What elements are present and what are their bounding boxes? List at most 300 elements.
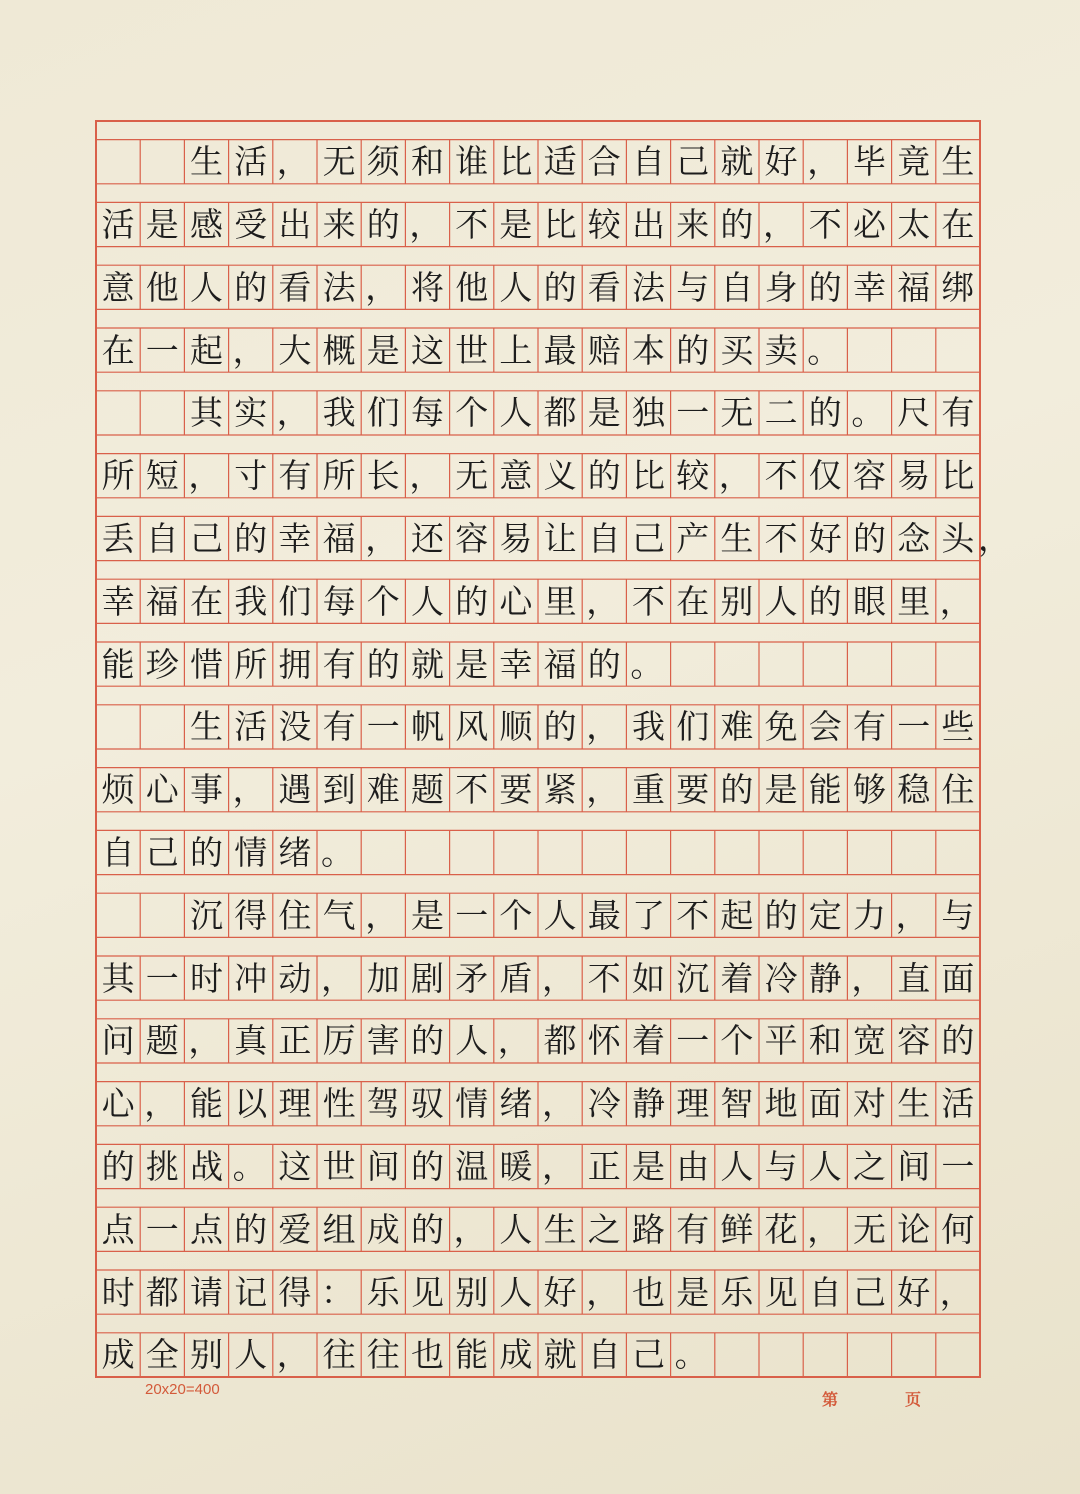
handwritten-char: 的 xyxy=(234,1209,268,1249)
handwritten-char: 己 xyxy=(189,518,223,558)
handwritten-char: 如 xyxy=(631,958,665,998)
handwritten-char: 出 xyxy=(631,204,665,244)
handwritten-char: 点 xyxy=(189,1209,223,1249)
handwritten-char: 二 xyxy=(764,393,798,433)
handwritten-char: 幸 xyxy=(278,518,312,558)
punctuation-char: ， xyxy=(188,1021,222,1061)
handwritten-char: 生 xyxy=(543,1209,577,1249)
handwritten-char: 好 xyxy=(543,1272,577,1312)
handwritten-char: 生 xyxy=(720,518,754,558)
handwritten-char: 受 xyxy=(234,204,268,244)
handwritten-char: 的 xyxy=(852,518,886,558)
handwritten-char: 就 xyxy=(543,1335,577,1375)
handwritten-char: 的 xyxy=(676,330,710,370)
handwritten-char: 意 xyxy=(101,267,135,307)
handwritten-char: 出 xyxy=(278,204,312,244)
punctuation-char: ， xyxy=(763,204,796,244)
handwritten-char: 来 xyxy=(676,204,710,244)
handwritten-char: 性 xyxy=(322,1084,356,1124)
handwritten-char: 的 xyxy=(189,832,223,872)
handwritten-char: 不 xyxy=(631,581,665,621)
handwritten-char: 在 xyxy=(676,581,710,621)
handwritten-char: 动 xyxy=(278,958,312,998)
handwritten-char: 一 xyxy=(455,895,489,935)
handwritten-char: 来 xyxy=(322,204,356,244)
handwritten-char: 他 xyxy=(455,267,489,307)
handwritten-char: 人 xyxy=(234,1335,268,1375)
handwritten-char: 都 xyxy=(543,393,577,433)
handwritten-char: 本 xyxy=(631,330,665,370)
handwritten-char: 拥 xyxy=(278,644,312,684)
handwritten-char: 上 xyxy=(499,330,533,370)
handwritten-char: 的 xyxy=(587,456,621,496)
handwritten-char: 一 xyxy=(145,958,179,998)
handwritten-char: 幸 xyxy=(852,267,886,307)
handwritten-char: 的 xyxy=(941,1021,975,1061)
handwritten-char: 就 xyxy=(720,142,754,182)
handwritten-char: 遇 xyxy=(278,770,312,810)
handwritten-char: 的 xyxy=(234,518,268,558)
handwritten-char: 买 xyxy=(720,330,754,370)
handwritten-char: 义 xyxy=(543,456,577,496)
punctuation-char: ， xyxy=(586,581,620,621)
handwritten-char: 起 xyxy=(720,895,754,935)
handwritten-char: 感 xyxy=(189,204,223,244)
handwritten-char: 对 xyxy=(852,1084,886,1124)
handwritten-char: 要 xyxy=(499,770,533,810)
handwritten-char: 让 xyxy=(543,518,577,558)
handwritten-char: 己 xyxy=(852,1272,886,1312)
punctuation-char: ， xyxy=(409,456,443,496)
handwritten-char: 理 xyxy=(278,1084,312,1124)
handwritten-char: 时 xyxy=(189,958,223,998)
handwritten-char: 全 xyxy=(145,1335,179,1375)
handwritten-char: 这 xyxy=(278,1146,312,1186)
handwritten-char: 都 xyxy=(145,1272,179,1312)
handwritten-char: 点 xyxy=(101,1209,135,1249)
handwritten-char: 最 xyxy=(543,330,577,370)
handwritten-char: 生 xyxy=(189,142,223,182)
handwritten-char: 绪 xyxy=(499,1084,533,1124)
handwritten-char: 理 xyxy=(676,1084,710,1124)
punctuation-char: ， xyxy=(939,1272,973,1312)
punctuation-char: ， xyxy=(542,1146,575,1186)
handwritten-char: 面 xyxy=(941,958,975,998)
handwritten-char: 无 xyxy=(455,456,489,496)
handwritten-char: 眼 xyxy=(852,581,886,621)
handwritten-char: 个 xyxy=(455,393,489,433)
page-label-suffix: 页 xyxy=(905,1390,922,1409)
handwritten-char: 产 xyxy=(676,518,710,558)
handwritten-char: 宽 xyxy=(852,1021,886,1061)
handwritten-char: 些 xyxy=(941,707,975,747)
punctuation-char: ， xyxy=(807,142,841,182)
handwritten-char: 是 xyxy=(631,1146,665,1186)
handwritten-char: 自 xyxy=(720,267,754,307)
handwritten-char: 看 xyxy=(278,267,312,307)
handwritten-char: 能 xyxy=(455,1335,489,1375)
handwritten-char: 爱 xyxy=(278,1209,312,1249)
handwritten-char: 的 xyxy=(720,770,754,810)
handwritten-char: 驭 xyxy=(410,1084,444,1124)
handwritten-char: 有 xyxy=(278,456,312,496)
handwritten-char: 和 xyxy=(410,142,444,182)
handwritten-char: 一 xyxy=(145,330,179,370)
handwritten-char: 无 xyxy=(852,1209,886,1249)
handwritten-char: 往 xyxy=(366,1335,400,1375)
punctuation-char: ， xyxy=(542,958,575,998)
handwritten-char: 的 xyxy=(455,581,489,621)
punctuation-char: 。 xyxy=(630,644,664,684)
page-label-prefix: 第 xyxy=(822,1390,839,1409)
handwritten-char: 没 xyxy=(278,707,312,747)
handwritten-char: 由 xyxy=(676,1146,710,1186)
punctuation-char: ， xyxy=(586,770,620,810)
grid-spec-label: 20x20=400 xyxy=(145,1381,220,1398)
handwritten-char: 幸 xyxy=(101,581,135,621)
handwritten-char: 与 xyxy=(941,895,975,935)
handwritten-char: 鲜 xyxy=(720,1209,754,1249)
handwritten-char: 福 xyxy=(543,644,577,684)
handwritten-char: 是 xyxy=(676,1272,710,1312)
handwritten-char: 就 xyxy=(410,644,444,684)
handwritten-char: 的 xyxy=(808,267,842,307)
handwritten-char: 其 xyxy=(189,393,223,433)
handwritten-char: 力 xyxy=(852,895,886,935)
handwritten-char: 己 xyxy=(631,518,665,558)
handwritten-char: 挑 xyxy=(145,1146,179,1186)
handwritten-char: 自 xyxy=(145,518,179,558)
handwritten-char: 的 xyxy=(543,707,577,747)
handwritten-char: 须 xyxy=(366,142,400,182)
handwritten-char: 的 xyxy=(808,393,842,433)
punctuation-char: 。 xyxy=(674,1335,708,1375)
handwritten-char: 法 xyxy=(322,267,356,307)
handwritten-char: 是 xyxy=(764,770,798,810)
handwritten-char: 比 xyxy=(543,204,577,244)
handwritten-char: 温 xyxy=(455,1146,489,1186)
punctuation-char: 。 xyxy=(321,832,354,872)
handwritten-char: 里 xyxy=(543,581,577,621)
handwritten-char: 丢 xyxy=(101,518,135,558)
punctuation-char: ， xyxy=(586,707,620,747)
punctuation-char: ： xyxy=(321,1272,354,1312)
handwritten-char: 容 xyxy=(852,456,886,496)
handwritten-char: 沉 xyxy=(189,895,223,935)
handwritten-char: 珍 xyxy=(145,644,179,684)
punctuation-char: ， xyxy=(232,770,266,810)
handwritten-char: 在 xyxy=(101,330,135,370)
handwritten-char: 何 xyxy=(941,1209,975,1249)
handwritten-char: 最 xyxy=(587,895,621,935)
handwritten-char: 卖 xyxy=(764,330,798,370)
handwritten-char: 惜 xyxy=(189,644,223,684)
handwritten-char: 们 xyxy=(366,393,400,433)
handwritten-char: 比 xyxy=(499,142,533,182)
punctuation-char: ， xyxy=(586,1272,620,1312)
handwritten-char: 别 xyxy=(455,1272,489,1312)
handwritten-char: 心 xyxy=(101,1084,135,1124)
handwritten-char: 法 xyxy=(631,267,665,307)
handwritten-char: 论 xyxy=(897,1209,931,1249)
handwritten-char: 世 xyxy=(322,1146,356,1186)
handwritten-char: 了 xyxy=(631,895,665,935)
punctuation-char: ， xyxy=(365,895,399,935)
handwritten-char: 不 xyxy=(455,770,489,810)
handwritten-char: 的 xyxy=(410,1021,444,1061)
handwritten-char: 活 xyxy=(941,1084,975,1124)
punctuation-char: ， xyxy=(497,1021,531,1061)
handwritten-char: 毕 xyxy=(852,142,886,182)
handwritten-char: 将 xyxy=(410,267,444,307)
handwritten-char: 是 xyxy=(587,393,621,433)
handwritten-char: 较 xyxy=(587,204,621,244)
handwritten-char: 害 xyxy=(366,1021,400,1061)
handwritten-char: 题 xyxy=(410,770,444,810)
handwritten-char: 真 xyxy=(234,1021,268,1061)
handwritten-char: 大 xyxy=(278,330,312,370)
handwritten-char: 风 xyxy=(455,707,489,747)
handwritten-char: 会 xyxy=(808,707,842,747)
handwritten-char: 矛 xyxy=(455,958,489,998)
handwritten-char: 事 xyxy=(189,770,223,810)
handwritten-char: 乐 xyxy=(366,1272,400,1312)
handwritten-char: 尺 xyxy=(897,393,931,433)
handwritten-char: 是 xyxy=(145,204,179,244)
handwritten-char: 是 xyxy=(366,330,400,370)
punctuation-char: ， xyxy=(718,456,752,496)
handwritten-char: 一 xyxy=(676,393,710,433)
handwritten-char: 重 xyxy=(631,770,665,810)
handwritten-char: 个 xyxy=(366,581,400,621)
handwritten-char: 人 xyxy=(410,581,444,621)
handwritten-char: 冲 xyxy=(234,958,268,998)
punctuation-char: ， xyxy=(807,1209,841,1249)
handwritten-char: 自 xyxy=(631,142,665,182)
handwritten-char: 路 xyxy=(631,1209,665,1249)
handwritten-char: 间 xyxy=(897,1146,931,1186)
handwritten-char: 无 xyxy=(322,142,356,182)
punctuation-char: 。 xyxy=(851,393,885,433)
punctuation-char: ， xyxy=(276,393,310,433)
handwritten-char: 这 xyxy=(410,330,444,370)
handwritten-char: 念 xyxy=(897,518,931,558)
handwritten-char: 时 xyxy=(101,1272,135,1312)
handwritten-char: 心 xyxy=(499,581,533,621)
handwritten-char: 能 xyxy=(189,1084,223,1124)
punctuation-char: ， xyxy=(276,1335,310,1375)
handwritten-char: 绪 xyxy=(278,832,312,872)
handwritten-char: 自 xyxy=(101,832,135,872)
handwritten-char: 正 xyxy=(587,1146,621,1186)
handwritten-char: 一 xyxy=(941,1146,975,1186)
punctuation-char: 。 xyxy=(807,330,841,370)
handwritten-char: 生 xyxy=(189,707,223,747)
handwritten-char: 我 xyxy=(322,393,356,433)
handwritten-char: 容 xyxy=(455,518,489,558)
handwritten-char: 的 xyxy=(410,1146,444,1186)
handwritten-char: 见 xyxy=(764,1272,798,1312)
handwritten-char: 实 xyxy=(234,393,268,433)
handwritten-char: 之 xyxy=(587,1209,621,1249)
handwritten-char: 是 xyxy=(455,644,489,684)
punctuation-char: ， xyxy=(542,1084,575,1124)
handwritten-char: 面 xyxy=(808,1084,842,1124)
handwritten-char: 着 xyxy=(631,1021,665,1061)
handwritten-char: 正 xyxy=(278,1021,312,1061)
handwritten-char: 幸 xyxy=(499,644,533,684)
handwritten-char: 地 xyxy=(764,1084,798,1124)
handwritten-char: 也 xyxy=(631,1272,665,1312)
handwritten-char: 请 xyxy=(189,1272,223,1312)
handwritten-char: 间 xyxy=(366,1146,400,1186)
handwritten-char: 起 xyxy=(189,330,223,370)
handwritten-char: 好 xyxy=(764,142,798,182)
handwritten-char: 比 xyxy=(631,456,665,496)
handwritten-char: 己 xyxy=(676,142,710,182)
handwritten-char: 独 xyxy=(631,393,665,433)
handwritten-char: 们 xyxy=(278,581,312,621)
handwritten-char: 问 xyxy=(101,1021,135,1061)
handwritten-char: 有 xyxy=(852,707,886,747)
handwritten-char: 福 xyxy=(897,267,931,307)
handwritten-char: 的 xyxy=(366,204,400,244)
handwritten-char: 有 xyxy=(676,1209,710,1249)
handwritten-char: 生 xyxy=(897,1084,931,1124)
handwritten-char: 福 xyxy=(145,581,179,621)
handwritten-char: 冷 xyxy=(587,1084,621,1124)
handwritten-char: 的 xyxy=(720,204,754,244)
handwritten-char: 在 xyxy=(189,581,223,621)
handwritten-char: 人 xyxy=(499,1272,533,1312)
handwritten-char: 静 xyxy=(631,1084,665,1124)
handwritten-char: 自 xyxy=(587,518,621,558)
handwritten-char: 易 xyxy=(499,518,533,558)
handwritten-char: 定 xyxy=(808,895,842,935)
handwritten-char: 住 xyxy=(278,895,312,935)
handwritten-char: 住 xyxy=(941,770,975,810)
handwritten-char: 和 xyxy=(808,1021,842,1061)
handwritten-char: 成 xyxy=(499,1335,533,1375)
handwritten-char: 还 xyxy=(410,518,444,558)
handwritten-char: 所 xyxy=(101,456,135,496)
handwritten-char: 人 xyxy=(499,393,533,433)
handwritten-char: 剧 xyxy=(410,958,444,998)
handwritten-char: 帆 xyxy=(410,707,444,747)
handwritten-char: 花 xyxy=(764,1209,798,1249)
handwritten-char: 是 xyxy=(410,895,444,935)
handwritten-char: 其 xyxy=(101,958,135,998)
handwritten-char: 赔 xyxy=(587,330,621,370)
punctuation-char: ， xyxy=(232,330,266,370)
handwritten-char: 不 xyxy=(764,456,798,496)
handwritten-char: 谁 xyxy=(455,142,489,182)
handwritten-char: 别 xyxy=(720,581,754,621)
handwritten-char: 们 xyxy=(676,707,710,747)
handwritten-char: 福 xyxy=(322,518,356,558)
handwritten-char: 竟 xyxy=(897,142,931,182)
handwritten-char: 容 xyxy=(897,1021,931,1061)
handwritten-char: 合 xyxy=(587,142,621,182)
handwritten-char: 盾 xyxy=(499,958,533,998)
handwritten-char: 不 xyxy=(764,518,798,558)
handwritten-char: 情 xyxy=(455,1084,489,1124)
handwritten-char: 人 xyxy=(808,1146,842,1186)
handwritten-char: 加 xyxy=(366,958,400,998)
handwritten-char: 不 xyxy=(587,958,621,998)
handwritten-char: 也 xyxy=(410,1335,444,1375)
handwritten-char: 要 xyxy=(676,770,710,810)
handwritten-char: 紧 xyxy=(543,770,577,810)
handwritten-char: 人 xyxy=(720,1146,754,1186)
handwritten-char: 的 xyxy=(410,1209,444,1249)
punctuation-char: ， xyxy=(939,581,973,621)
handwritten-char: 成 xyxy=(101,1335,135,1375)
handwritten-char: 身 xyxy=(764,267,798,307)
handwritten-char: 驾 xyxy=(366,1084,400,1124)
handwritten-char: 人 xyxy=(455,1021,489,1061)
punctuation-char: ， xyxy=(978,518,1011,558)
handwritten-char: 己 xyxy=(145,832,179,872)
handwritten-char: 寸 xyxy=(234,456,268,496)
handwritten-char: 的 xyxy=(234,267,268,307)
handwritten-char: 自 xyxy=(587,1335,621,1375)
handwritten-char: 在 xyxy=(941,204,975,244)
handwritten-char: 以 xyxy=(234,1084,268,1124)
handwritten-char: 好 xyxy=(808,518,842,558)
handwritten-char: 所 xyxy=(322,456,356,496)
handwritten-char: 他 xyxy=(145,267,179,307)
handwritten-char: 头 xyxy=(941,518,975,558)
handwritten-char: 冷 xyxy=(764,958,798,998)
handwritten-char: 个 xyxy=(499,895,533,935)
handwritten-char: 意 xyxy=(499,456,533,496)
punctuation-char: 。 xyxy=(232,1146,266,1186)
handwritten-char: 活 xyxy=(234,707,268,747)
handwritten-char: 我 xyxy=(631,707,665,747)
punctuation-char: ， xyxy=(144,1084,178,1124)
handwritten-char: 有 xyxy=(322,707,356,747)
handwritten-char: 一 xyxy=(897,707,931,747)
handwritten-char: 的 xyxy=(808,581,842,621)
handwritten-char: 能 xyxy=(101,644,135,684)
handwritten-char: 一 xyxy=(676,1021,710,1061)
handwritten-char: 都 xyxy=(543,1021,577,1061)
handwritten-char: 静 xyxy=(808,958,842,998)
handwritten-char: 较 xyxy=(676,456,710,496)
handwritten-char: 绑 xyxy=(941,267,975,307)
handwritten-char: 概 xyxy=(322,330,356,370)
handwritten-char: 比 xyxy=(941,456,975,496)
handwritten-char: 免 xyxy=(764,707,798,747)
handwritten-char: 的 xyxy=(366,644,400,684)
handwritten-char: 沉 xyxy=(676,958,710,998)
punctuation-char: ， xyxy=(365,518,399,558)
punctuation-char: ， xyxy=(453,1209,487,1249)
punctuation-char: ， xyxy=(851,958,885,998)
handwritten-char: 难 xyxy=(720,707,754,747)
handwritten-char: 里 xyxy=(897,581,931,621)
handwritten-char: 活 xyxy=(234,142,268,182)
handwritten-char: 暖 xyxy=(499,1146,533,1186)
handwritten-char: 仅 xyxy=(808,456,842,496)
handwritten-char: 乐 xyxy=(720,1272,754,1312)
handwritten-char: 好 xyxy=(897,1272,931,1312)
handwritten-char: 有 xyxy=(941,393,975,433)
handwritten-char: 情 xyxy=(234,832,268,872)
punctuation-char: ， xyxy=(409,204,443,244)
handwritten-char: 看 xyxy=(587,267,621,307)
